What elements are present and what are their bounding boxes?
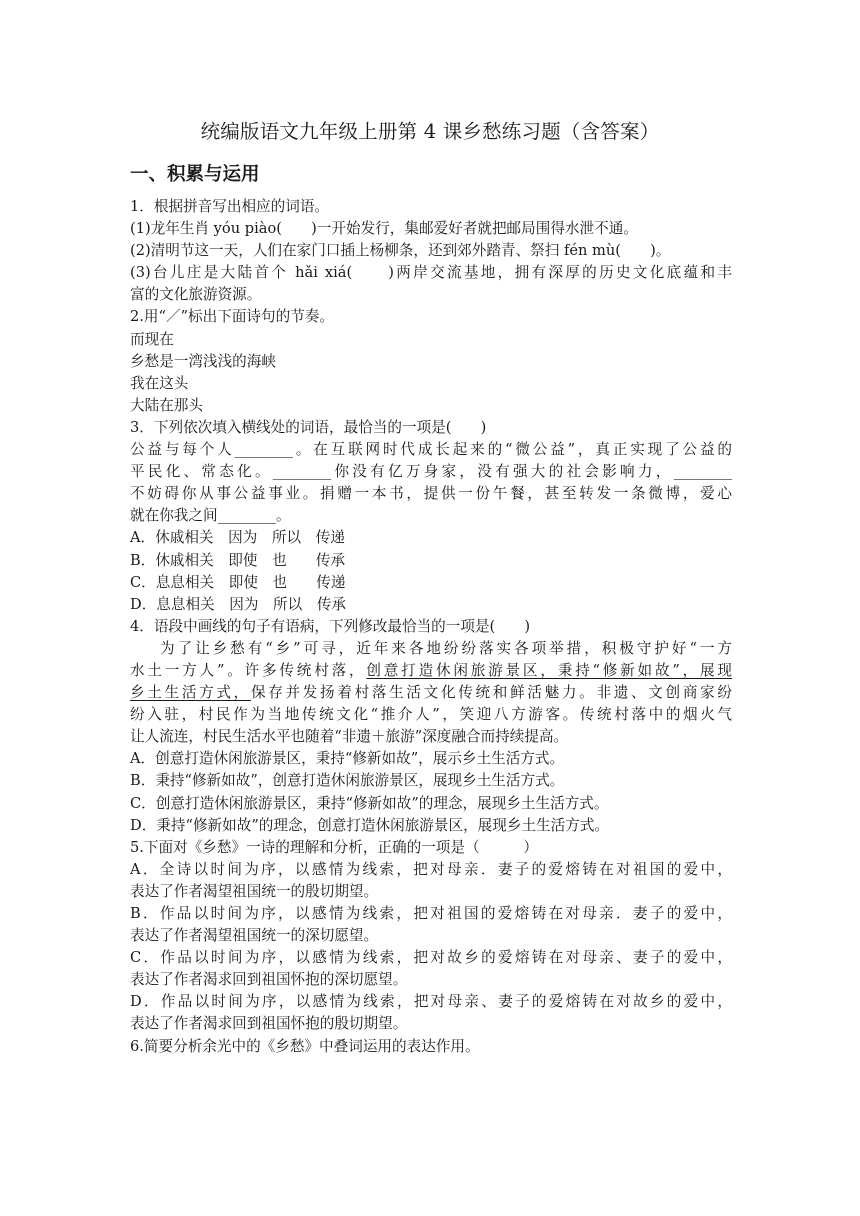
underlined-sentence: 乡土生活方式， <box>130 684 251 702</box>
option-a: A．全诗以时间为序，以感情为线索，把对母亲．妻子的爱熔铸在对祖国的爱中， <box>130 860 732 878</box>
option-b: B．作品以时间为序，以感情为线索，把对祖国的爱熔铸在对母亲．妻子的爱中， <box>130 905 732 922</box>
option-d: D．秉持“修新如故”的理念，创意打造休闲旅游景区，展现乡土生活方式。 <box>130 816 610 834</box>
question-3-passage: 平民化、常态化。________你没有亿万身家，没有强大的社会影响力，________ <box>130 463 732 481</box>
option-c-cont: 表达了作者渴求回到祖国怀抱的深切愿望。 <box>130 971 408 989</box>
option-a-cont: 表达了作者渴望祖国统一的殷切期望。 <box>130 882 379 900</box>
passage-text: 水土一方人”。许多传统村落， <box>130 661 367 679</box>
option-b: B．秉持“修新如故”，创意打造休闲旅游景区，展现乡土生活方式。 <box>130 772 565 790</box>
question-1-stem: 1．根据拼音写出相应的词语。 <box>130 198 330 215</box>
question-2-stem: 2.用“／”标出下面诗句的节奏。 <box>130 308 334 326</box>
option-b-cont: 表达了作者渴望祖国统一的深切愿望。 <box>130 927 379 945</box>
question-4-passage <box>130 682 732 704</box>
question-3-stem: 3．下列依次填入横线处的词语，最恰当的一项是( ) <box>130 418 487 436</box>
option-c: C．息息相关 即使 也 传递 <box>130 573 346 591</box>
question-1-item-3: (3)台儿庄是大陆首个 hǎi xiá( )两岸交流基地，拥有深厚的历史文化底蕴和丰 <box>130 264 732 282</box>
option-c: C．作品以时间为序，以感情为线索，把对故乡的爱熔铸在对母亲、妻子的爱中， <box>130 949 732 967</box>
question-4-passage <box>130 660 732 682</box>
question-3-passage: 就在你我之间________。 <box>130 507 291 525</box>
option-d: D．作品以时间为序，以感情为线索，把对母亲、妻子的爱熔铸在对故乡的爱中， <box>130 993 732 1011</box>
question-4-passage: 让人流连，村民生活水平也随着“非遗＋旅游”深度融合而持续提高。 <box>130 728 569 746</box>
question-1-item-1: (1)龙年生肖 yóu piào( )一开始发行，集邮爱好者就把邮局围得水泄不通。 <box>130 220 638 238</box>
option-d-cont: 表达了作者渴求回到祖国怀抱的殷切期望。 <box>130 1015 408 1033</box>
question-6-stem: 6.简要分析余光中的《乡愁》中叠词运用的表达作用。 <box>130 1037 480 1055</box>
section-heading: 一、积累与运用 <box>130 164 260 185</box>
question-1-item-3-cont: 富的文化旅游资源。 <box>130 286 262 304</box>
passage-text: 保存并发扬着村落生活文化传统和鲜活魅力。非遗、文创商家纷 <box>250 684 732 702</box>
option-a: A．创意打造休闲旅游景区，秉持“修新如故”，展示乡土生活方式。 <box>130 750 565 768</box>
question-4-stem: 4．语段中画线的句子有语病，下列修改最恰当的一项是( ) <box>130 617 531 635</box>
poem-line: 我在这头 <box>130 374 189 392</box>
option-d: D．息息相关 因为 所以 传承 <box>130 595 347 613</box>
option-b: B．休戚相关 即使 也 传承 <box>130 551 346 569</box>
question-4-passage: 纷入驻，村民作为当地传统文化“推介人”，笑迎八方游客。传统村落中的烟火气 <box>130 706 732 724</box>
poem-line: 而现在 <box>130 330 174 348</box>
poem-line: 乡愁是一湾浅浅的海峡 <box>130 352 276 370</box>
document-title: 统编版语文九年级上册第 4 课乡愁练习题（含答案） <box>200 120 660 143</box>
question-3-passage: 不妨碍你从事公益事业。捐赠一本书，提供一份午餐，甚至转发一条微博，爱心 <box>130 485 732 503</box>
option-c: C．创意打造休闲旅游景区，秉持“修新如故”的理念，展现乡土生活方式。 <box>130 794 609 812</box>
question-3-passage: 公益与每个人________。在互联网时代成长起来的“微公益”，真正实现了公益的 <box>130 441 732 459</box>
document-body <box>130 196 732 1058</box>
question-5-stem: 5.下面对《乡愁》一诗的理解和分析，正确的一项是（ ） <box>130 838 538 856</box>
question-4-passage: 为了让乡愁有“乡”可寻，近年来各地纷纷落实各项举措，积极守护好“一方 <box>160 639 732 657</box>
underlined-sentence: 创意打造休闲旅游景区，秉持“修新如故”，展现 <box>366 661 732 679</box>
option-a: A．休戚相关 因为 所以 传递 <box>130 529 345 547</box>
poem-line: 大陆在那头 <box>130 396 203 414</box>
question-1-item-2: (2)清明节这一天，人们在家门口插上杨柳条，还到郊外踏青、祭扫 fén mù( )。 <box>130 242 671 260</box>
